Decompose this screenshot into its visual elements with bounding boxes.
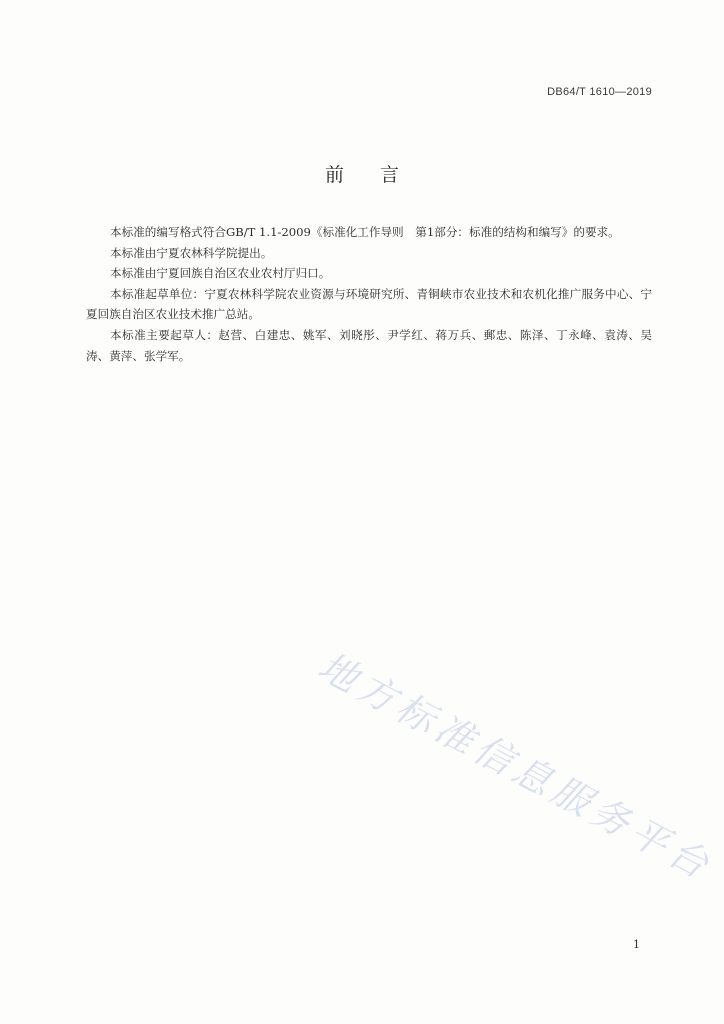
- page-title: 前言: [324, 164, 435, 186]
- page-number: 1: [633, 938, 640, 951]
- paragraph-proposer: 本标准由宁夏农林科学院提出。: [110, 245, 273, 260]
- foreword-body: [86, 222, 652, 366]
- paragraph-drafters: 本标准主要起草人：赵营、白建忠、姚军、刘晓彤、尹学红、蒋万兵、郵忠、陈泽、丁永峰、袁涛、吴涛、黄萍、张学军。: [86, 327, 652, 363]
- watermark: 地方标准信息服务平台: [311, 643, 721, 890]
- paragraph-drafting-units: 本标准起草单位：宁夏农林科学院农业资源与环境研究所、青铜峡市农业技术和农机化推广服务中心、宁夏回族自治区农业技术推广总站。: [86, 286, 652, 322]
- document-code: DB64/T 1610—2019: [547, 86, 652, 98]
- paragraph-format: 本标准的编写格式符合GB/T 1.1-2009《标准化工作导则 第1部分：标准的结构和编写》的要求。: [110, 225, 620, 239]
- paragraph-centralized: 本标准由宁夏回族自治区农业农村厅归口。: [110, 266, 331, 281]
